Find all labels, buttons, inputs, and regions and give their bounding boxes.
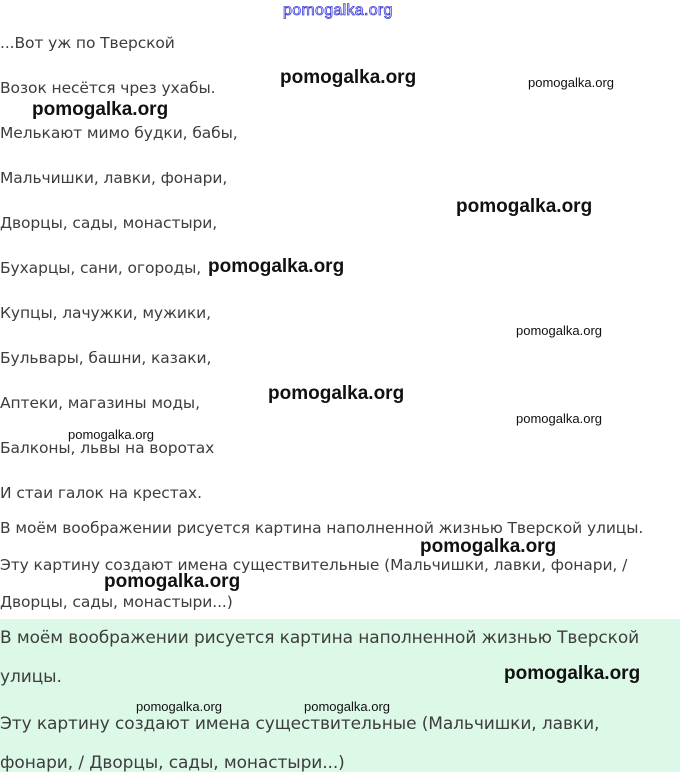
poem-line-9: Аптеки, магазины моды,: [0, 394, 200, 412]
watermark: pomogalka.org: [304, 699, 390, 714]
answer-line-2: Эту картину создают имена существительные (Мальчишки, лавки, фонари, /: [0, 556, 628, 574]
watermark: pomogalka.org: [528, 75, 614, 90]
watermark: pomogalka.org: [208, 256, 345, 277]
poem-line-10: Балконы, львы на воротах: [0, 439, 215, 457]
poem-line-1: ...Вот уж по Тверской: [0, 34, 175, 52]
poem-line-5: Дворцы, сады, монастыри,: [0, 214, 218, 232]
poem-line-6: Бухарцы, сани, огороды,: [0, 259, 202, 277]
watermark: pomogalka.org: [516, 323, 602, 338]
watermark: pomogalka.org: [32, 99, 169, 120]
poem-line-7: Купцы, лачужки, мужики,: [0, 304, 211, 322]
watermark: pomogalka.org: [104, 571, 241, 592]
watermark: pomogalka.org: [516, 411, 602, 426]
highlighted-line-1: В моём воображении рисуется картина наполненной жизнью Тверской: [0, 628, 640, 648]
poem-line-3: Мелькают мимо будки, бабы,: [0, 124, 238, 142]
poem-line-11: И стаи галок на крестах.: [0, 484, 202, 502]
watermark: pomogalka.org: [68, 427, 154, 442]
highlighted-line-2: улицы.: [0, 667, 62, 687]
watermark: pomogalka.org: [136, 699, 222, 714]
highlighted-line-3: Эту картину создают имена существительные (Мальчишки, лавки,: [0, 714, 600, 734]
answer-line-3: Дворцы, сады, монастыри...): [0, 593, 233, 611]
answer-line-1: В моём воображении рисуется картина наполненной жизнью Тверской улицы.: [0, 519, 644, 537]
watermark: pomogalka.org: [280, 67, 417, 88]
watermark-top: pomogalka.org: [283, 2, 393, 19]
poem-line-8: Бульвары, башни, казаки,: [0, 349, 212, 367]
poem-line-4: Мальчишки, лавки, фонари,: [0, 169, 228, 187]
watermark: pomogalka.org: [504, 663, 641, 684]
highlighted-line-4: фонари, / Дворцы, сады, монастыри...): [0, 753, 345, 772]
watermark: pomogalka.org: [268, 383, 405, 404]
watermark: pomogalka.org: [456, 196, 593, 217]
poem-line-2: Возок несётся чрез ухабы.: [0, 79, 216, 97]
watermark: pomogalka.org: [420, 536, 557, 557]
